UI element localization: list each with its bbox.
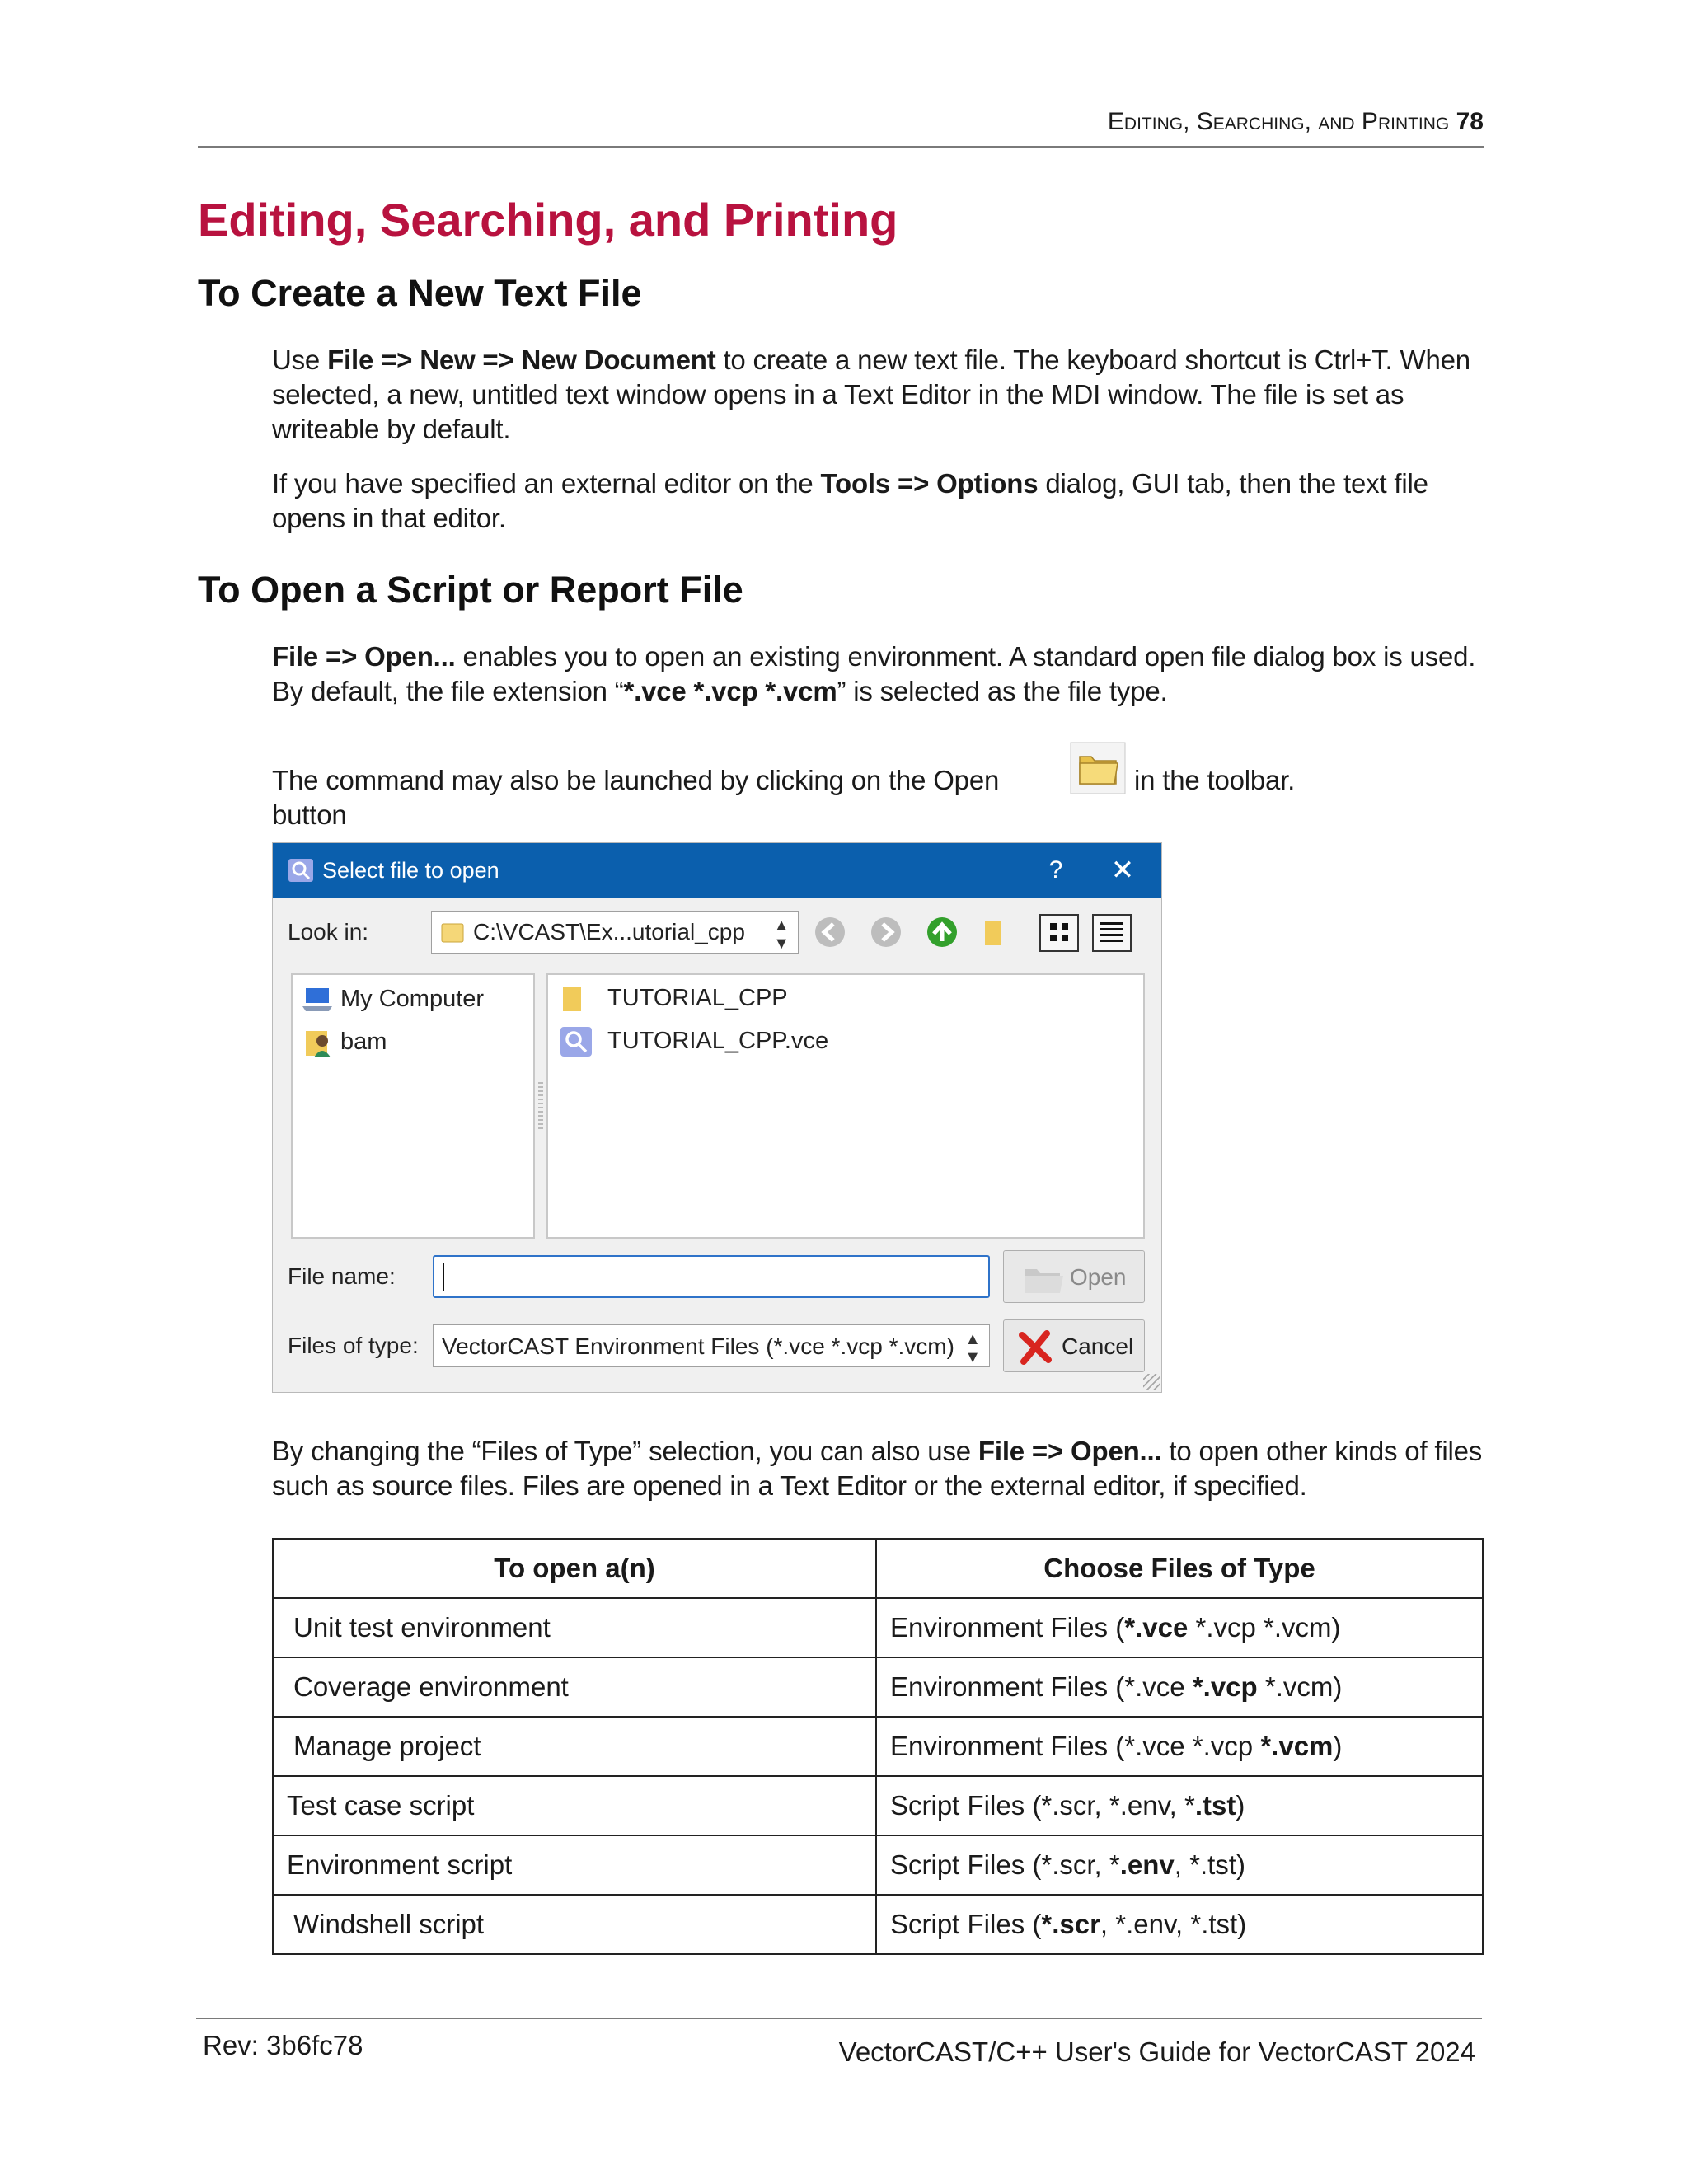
paragraph-open-button-pre: The command may also be launched by clicking on the Open button [272, 765, 1000, 830]
sidebar-item-bam[interactable] [301, 1026, 523, 1059]
text: ) [1331, 1612, 1341, 1643]
highlighted-extension: .env [1119, 1849, 1175, 1880]
menu-path-tools-options: Tools => Options [820, 468, 1039, 499]
menu-path-new-document: File => New => New Document [327, 344, 716, 375]
paragraph-new-document [272, 343, 1484, 447]
text: ) [1236, 1790, 1245, 1821]
red-x-icon [1017, 1330, 1053, 1365]
look-in-label: Look in: [288, 919, 369, 944]
spinner-icon: ▲ ▼ [773, 916, 790, 953]
header-rule [198, 146, 1484, 148]
text: ) [1236, 1849, 1245, 1880]
forward-arrow-icon[interactable] [870, 916, 903, 949]
folder-open-icon [1024, 1263, 1065, 1296]
table-cell: Environment script [273, 1835, 876, 1895]
files-of-type-select[interactable] [433, 1324, 990, 1367]
select-file-dialog [272, 842, 1162, 1393]
table-row [273, 1776, 1483, 1835]
file-list [546, 973, 1145, 1239]
icon-view-icon[interactable] [1039, 914, 1079, 952]
table-row [273, 1835, 1483, 1895]
up-arrow-icon[interactable] [926, 916, 959, 949]
new-folder-icon[interactable] [982, 916, 1006, 949]
table-cell [876, 1835, 1483, 1895]
table-cell [876, 1895, 1483, 1954]
table-cell: Manage project [273, 1717, 876, 1776]
text: to open other kinds of files such as source files. Files are opened in a Text Editor or the external editor, if specified. [272, 1436, 1483, 1501]
text: Script Files ( [890, 1909, 1042, 1939]
help-button[interactable]: ? [1048, 856, 1063, 883]
column-header: Choose Files of Type [876, 1539, 1483, 1598]
file-name: TUTORIAL_CPP [607, 985, 788, 1011]
splitter-handle[interactable] [538, 1082, 543, 1132]
open-folder-icon [1070, 742, 1126, 794]
menu-path-file-open: File => Open... [272, 641, 456, 672]
table-cell: Windshell script [273, 1895, 876, 1954]
look-in-value: C:\VCAST\Ex...utorial_cpp [473, 919, 745, 944]
heading-open-script-report: To Open a Script or Report File [198, 569, 743, 611]
file-item-tutorial-cpp[interactable] [556, 982, 1051, 1015]
places-sidebar [291, 973, 535, 1239]
heading-create-new-text-file: To Create a New Text File [198, 272, 642, 314]
file-name: TUTORIAL_CPP.vce [607, 1028, 829, 1054]
text: ) [1237, 1909, 1247, 1939]
highlighted-extension: *.vcp [1192, 1671, 1258, 1702]
table-row [273, 1657, 1483, 1717]
dialog-titlebar [273, 843, 1161, 898]
resize-grip[interactable] [1143, 1374, 1160, 1390]
paragraph-file-open [272, 640, 1484, 709]
highlighted-extension: .tst [1194, 1790, 1236, 1821]
open-button-label: Open [1070, 1264, 1127, 1290]
footer-rule [196, 2018, 1482, 2019]
text: Script Files ( [890, 1790, 1042, 1821]
table-row [273, 1895, 1483, 1954]
text: ” is selected as the file type. [837, 676, 1168, 706]
user-folder-icon [304, 1026, 334, 1059]
folder-icon [560, 983, 586, 1015]
highlighted-extension: *.vce [1124, 1612, 1189, 1643]
text: , *.env, *.tst [1100, 1909, 1238, 1939]
column-header: To open a(n) [273, 1539, 876, 1598]
text: ) [1333, 1671, 1343, 1702]
table-cell: Coverage environment [273, 1657, 876, 1717]
computer-icon [301, 985, 334, 1015]
text: Use [272, 344, 328, 375]
text: dialog, GUI tab, then the text file opens in that editor. [272, 468, 1428, 533]
spinner-icon: ▲ ▼ [964, 1330, 981, 1366]
running-header-section: Editing, Searching, and Printing [1107, 108, 1450, 135]
table-row [273, 1598, 1483, 1657]
page-title: Editing, Searching, and Printing [198, 194, 898, 246]
table-header-row [273, 1539, 1483, 1598]
text: Environment Files ( [890, 1671, 1125, 1702]
running-header [198, 105, 1484, 138]
vcast-environment-icon [560, 1026, 593, 1057]
highlighted-extension: *.vcm [1260, 1731, 1334, 1761]
highlighted-extension: *.scr [1041, 1909, 1100, 1939]
text: *.vcp *.vcm [1188, 1612, 1332, 1643]
guide-title: VectorCAST/C++ User's Guide for VectorCAST 2024 [838, 2036, 1475, 2067]
text: Script Files ( [890, 1849, 1042, 1880]
revision: Rev: 3b6fc78 [203, 2030, 363, 2060]
table-cell [876, 1776, 1483, 1835]
table-cell [876, 1717, 1483, 1776]
sidebar-label: bam [340, 1029, 387, 1055]
text: *.scr, *.env, * [1041, 1790, 1195, 1821]
table-cell: Unit test environment [273, 1598, 876, 1657]
text: ) [1333, 1731, 1343, 1761]
list-view-icon[interactable] [1092, 914, 1132, 952]
file-item-tutorial-cpp-vce[interactable] [556, 1024, 1051, 1057]
table-cell [876, 1657, 1483, 1717]
menu-path-file-open: File => Open... [978, 1436, 1162, 1466]
sidebar-label: My Computer [340, 986, 485, 1012]
look-in-select[interactable] [431, 911, 799, 954]
search-icon [288, 858, 314, 883]
paragraph-external-editor [272, 466, 1484, 536]
page-number: 78 [1456, 108, 1484, 135]
text: Environment Files ( [890, 1731, 1125, 1761]
paragraph-open-button-post: in the toolbar. [1134, 765, 1296, 795]
back-arrow-icon[interactable] [814, 916, 846, 949]
files-of-type-label: Files of type: [288, 1333, 419, 1358]
text: If you have specified an external editor on the [272, 468, 821, 499]
text: *.vce [1124, 1671, 1193, 1702]
files-of-type-value: VectorCAST Environment Files (*.vce *.vcp *.vcm) [442, 1333, 954, 1359]
table-row [273, 1717, 1483, 1776]
paragraph-files-of-type [272, 1434, 1484, 1503]
table-cell: Test case script [273, 1776, 876, 1835]
text: enables you to open an existing environment. A standard open file dialog box is used. By default, the file extension “ [272, 641, 1476, 706]
text: *.vce *.vcp [1124, 1731, 1261, 1761]
text-caret [443, 1263, 444, 1291]
open-button[interactable] [1003, 1250, 1145, 1303]
table-cell [876, 1598, 1483, 1657]
text: to create a new text file. The keyboard shortcut is Ctrl+T. When selected, a new, untitled text window opens in a Text Editor in the MDI window. The file is set as writeable by default. [272, 344, 1470, 444]
file-name-input[interactable] [433, 1255, 990, 1298]
text: , *.tst [1174, 1849, 1236, 1880]
text: *.vcm [1257, 1671, 1334, 1702]
sidebar-item-my-computer[interactable] [301, 983, 523, 1016]
text: *.scr, * [1041, 1849, 1120, 1880]
text: By changing the “Files of Type” selection, you can also use [272, 1436, 978, 1466]
cancel-button[interactable] [1003, 1319, 1145, 1372]
text: Environment Files ( [890, 1612, 1125, 1643]
file-name-label: File name: [288, 1263, 396, 1289]
dialog-title: Select file to open [322, 858, 499, 883]
file-type-table [272, 1538, 1484, 1955]
file-extensions: *.vce *.vcp *.vcm [623, 676, 837, 706]
cancel-button-label: Cancel [1062, 1333, 1134, 1359]
close-button[interactable]: ✕ [1110, 855, 1135, 886]
folder-icon [440, 921, 465, 945]
